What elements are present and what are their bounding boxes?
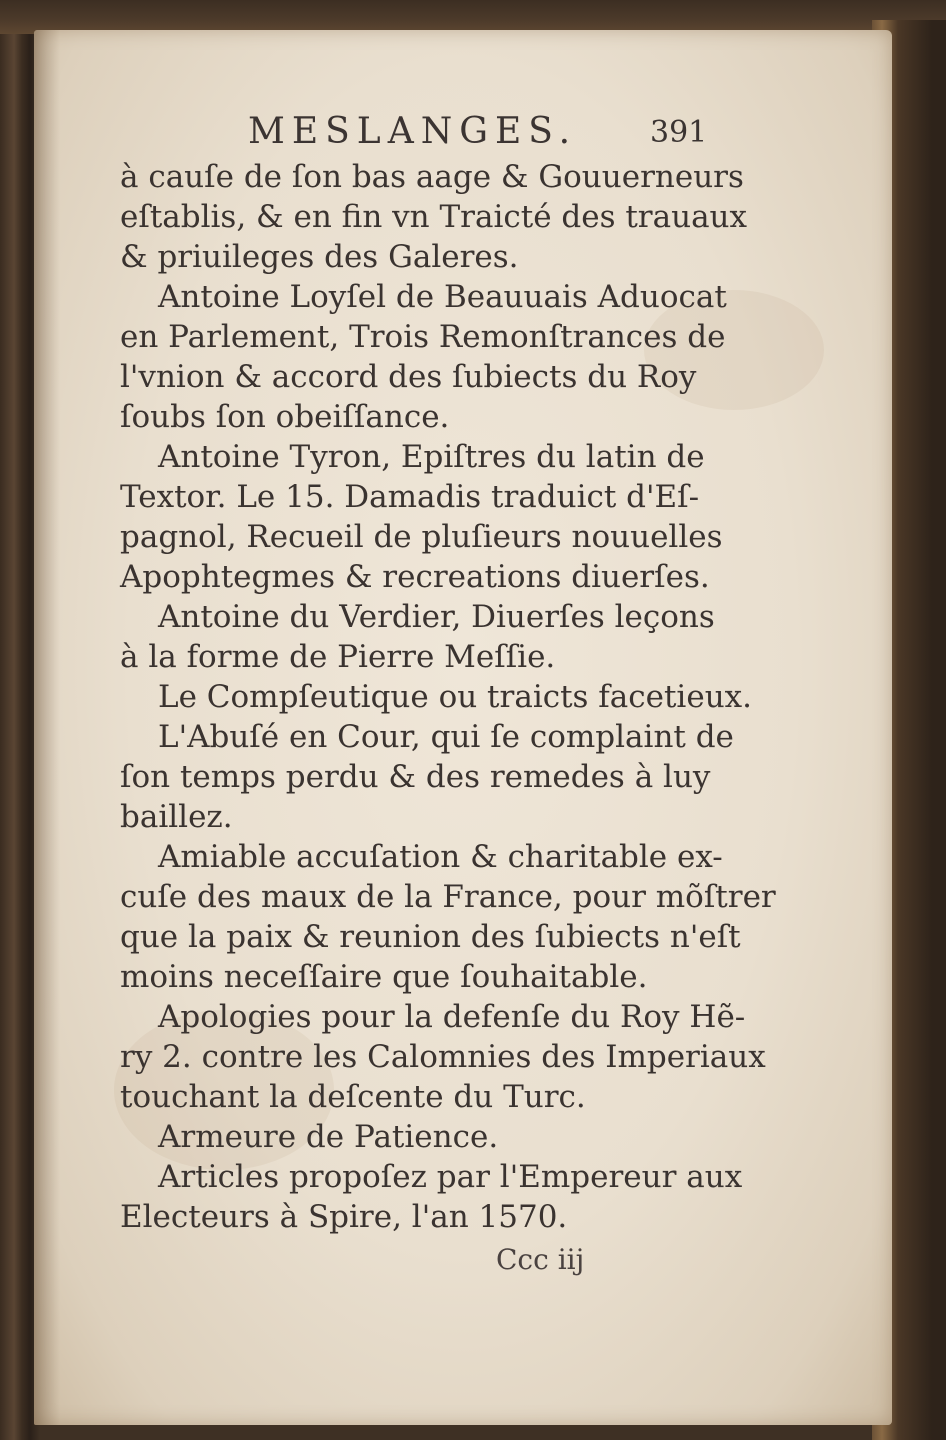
page-header [120, 105, 720, 157]
text-line: eſtablis, & en fin vn Traicté des trauaux [120, 199, 748, 235]
bibliography-entries [120, 157, 776, 1237]
text-line: moins neceſſaire que ſouhaitable. [120, 959, 648, 995]
spine-shadow [34, 30, 60, 1425]
text-line: ſon temps perdu & des remedes à luy [120, 759, 711, 795]
running-head: MESLANGES. [248, 111, 578, 152]
text-line: Textor. Le 15. Damadis traduict d'Eſ- [120, 479, 700, 515]
text-line: Antoine du Verdier, Diuerſes leçons [158, 599, 715, 635]
page-number: 391 [650, 115, 708, 150]
text-line: touchant la deſcente du Turc. [120, 1079, 586, 1115]
text-line: à cauſe de ſon bas aage & Gouuerneurs [120, 159, 744, 195]
text-line: & priuileges des Galeres. [120, 239, 519, 275]
text-line: Armeure de Patience. [158, 1119, 499, 1155]
text-line: Apologies pour la defenſe du Roy Hẽ- [158, 999, 746, 1035]
binding-top-edge [0, 0, 946, 34]
text-line: Antoine Loyſel de Beauuais Aduocat [158, 279, 727, 315]
text-line: L'Abuſé en Cour, qui ſe complaint de [158, 719, 734, 755]
page-footer [120, 1237, 720, 1277]
text-line: Amiable accuſation & charitable ex- [158, 839, 723, 875]
text-line: pagnol, Recueil de pluſieurs nouuelles [120, 519, 723, 555]
text-line: Antoine Tyron, Epiſtres du latin de [158, 439, 705, 475]
text-line: ry 2. contre les Calomnies des Imperiaux [120, 1039, 766, 1075]
text-line: Articles propoſez par l'Empereur aux [158, 1159, 743, 1195]
text-line: ſoubs ſon obeiſſance. [120, 399, 450, 435]
text-line: à la forme de Pierre Meſſie. [120, 639, 556, 675]
text-line: Apophtegmes & recreations diuerſes. [120, 559, 710, 595]
text-line: Le Compſeutique ou traicts facetieux. [158, 679, 752, 715]
text-line: que la paix & reunion des ſubiects n'eſt [120, 919, 741, 955]
page-text [120, 105, 776, 1277]
text-line: l'vnion & accord des ſubiects du Roy [120, 359, 697, 395]
text-line: en Parlement, Trois Remonſtrances de [120, 319, 726, 355]
text-line: cuſe des maux de la France, pour mõſtrer [120, 879, 776, 915]
signature-mark: Ccc iij [496, 1243, 585, 1276]
text-line: baillez. [120, 799, 233, 835]
text-line: Electeurs à Spire, l'an 1570. [120, 1199, 568, 1235]
